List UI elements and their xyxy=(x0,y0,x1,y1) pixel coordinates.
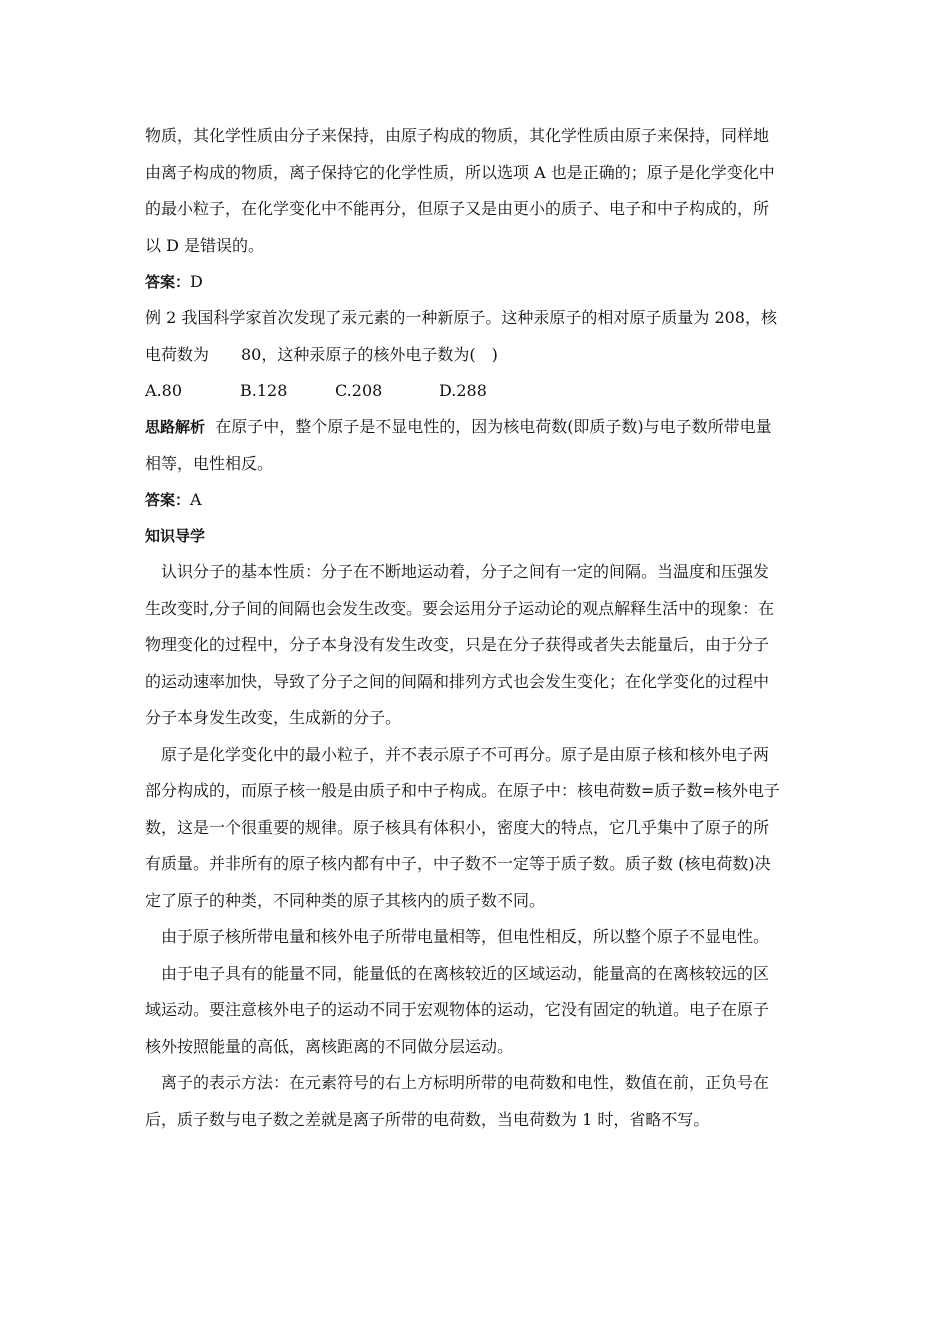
section-title: 知识导学 xyxy=(145,527,206,545)
paragraph-line: 定了原子的种类，不同种类的原子其核内的质子数不同。 xyxy=(145,890,546,910)
paragraph-line: 后，质子数与电子数之差就是离子所带的电荷数，当电荷数为 1 时，省略不写。 xyxy=(145,1109,710,1129)
paragraph-line: 分子本身发生改变，生成新的分子。 xyxy=(145,708,402,727)
paragraph-line: 物理变化的过程中，分子本身没有发生改变，只是在分子获得或者失去能量后，由于分子 xyxy=(145,635,770,654)
answer-1 xyxy=(145,264,807,300)
answer-value: D xyxy=(190,272,203,291)
example-2-line: 电荷数为 80，这种汞原子的核外电子数为( ) xyxy=(145,344,498,364)
option-c: C.208 xyxy=(335,381,383,400)
analysis-text: 在原子中，整个原子是不显电性的，因为核电荷数(即质子数)与电子数所带电量 xyxy=(205,417,772,436)
intro-line: 以 D 是错误的。 xyxy=(145,235,265,255)
paragraph-line: 生改变时,分子间的间隔也会发生改变。要会运用分子运动论的观点解释生活中的现象：在 xyxy=(145,598,775,618)
analysis-label: 思路解析 xyxy=(145,418,206,436)
intro-line: 的最小粒子，在化学变化中不能再分，但原子又是由更小的质子、电子和中子构成的，所 xyxy=(145,199,770,218)
paragraph-line: 的运动速率加快，导致了分子之间的间隔和排列方式也会发生变化；在化学变化的过程中 xyxy=(145,671,770,691)
analysis-line xyxy=(145,409,807,446)
example-2-options xyxy=(145,373,807,409)
answer-value: A xyxy=(190,490,202,509)
paragraph-line: 部分构成的，而原子核一般是由质子和中子构成。在原子中：核电荷数=质子数=核外电子 xyxy=(145,781,780,800)
answer-label: 答案： xyxy=(145,491,191,509)
paragraph-line: 原子是化学变化中的最小粒子，并不表示原子不可再分。原子是由原子核和核外电子两 xyxy=(161,744,770,764)
paragraph-line: 核外按照能量的高低，离核距离的不同做分层运动。 xyxy=(145,1036,514,1056)
answer-2 xyxy=(145,482,807,518)
paragraph-line: 由于原子核所带电量和核外电子所带电量相等，但电性相反，所以整个原子不显电性。 xyxy=(161,927,770,946)
option-b: B.128 xyxy=(240,381,288,400)
intro-line: 由离子构成的物质，离子保持它的化学性质，所以选项 A 也是正确的；原子是化学变化中 xyxy=(145,162,775,182)
paragraph-line: 由于电子具有的能量不同，能量低的在离核较近的区域运动，能量高的在离核较远的区 xyxy=(161,963,770,983)
option-a: A.80 xyxy=(145,381,182,400)
document-page xyxy=(145,118,807,1138)
paragraph-line: 有质量。并非所有的原子核内都有中子，中子数不一定等于质子数。质子数 (核电荷数)决 xyxy=(145,854,771,873)
paragraph-line: 域运动。要注意核外电子的运动不同于宏观物体的运动，它没有固定的轨道。电子在原子 xyxy=(145,1000,770,1019)
analysis-line: 相等，电性相反。 xyxy=(145,453,274,473)
intro-line: 物质，其化学性质由分子来保持，由原子构成的物质，其化学性质由原子来保持，同样地 xyxy=(145,126,770,145)
paragraph-line: 数，这是一个很重要的规律。原子核具有体积小，密度大的特点，它几乎集中了原子的所 xyxy=(145,817,770,837)
example-2-line: 例 2 我国科学家首次发现了汞元素的一种新原子。这种汞原子的相对原子质量为 208，核 xyxy=(145,308,777,327)
answer-label: 答案： xyxy=(145,273,191,291)
paragraph-line: 离子的表示方法：在元素符号的右上方标明所带的电荷数和电性，数值在前，正负号在 xyxy=(161,1073,770,1092)
option-d: D.288 xyxy=(439,381,487,400)
paragraph-line: 认识分子的基本性质：分子在不断地运动着，分子之间有一定的间隔。当温度和压强发 xyxy=(161,562,770,581)
